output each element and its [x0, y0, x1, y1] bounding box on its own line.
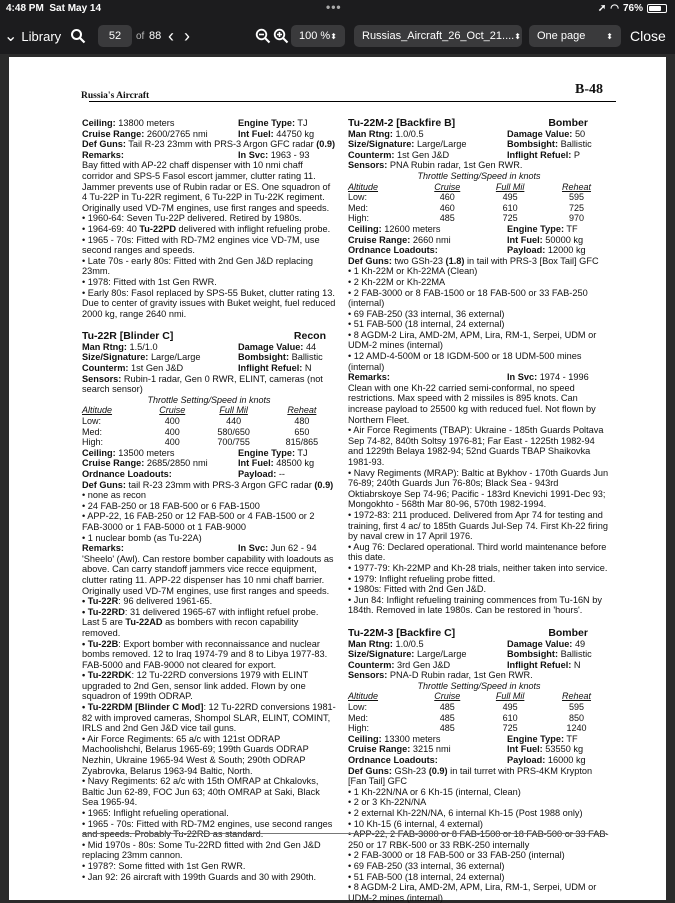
search-icon	[70, 28, 86, 44]
table-row: Med: 460 610 725	[348, 202, 585, 213]
note: • Tu-22RDK: 12 Tu-22RD conversions 1979 with ELINT upgraded to 2nd Gen, sensor link added. Flown by one squadron of 199th ODRAP.	[82, 670, 309, 702]
note: • 1965: Inflight refueling operational.	[82, 808, 229, 818]
note: • 1978?: Some fitted with 1st Gen RWR.	[82, 860, 246, 871]
view-mode-select[interactable]: One page ⬍	[529, 25, 621, 47]
list-item: • 8 AGDM-2 Lira, AMD-2M, APM, Lira, RM-1, Serpei, UDM or UDM-2 mines (internal)	[348, 882, 597, 903]
left-column: Ceiling: 13800 meters Engine Type: TJ Cruise Range: 2600/2765 nmi Int Fuel: 44750 kg Def Guns: Tail R-23 23mm with PRS-3 Argon GFC radar (0.9) Remarks: In Svc: 1963 - 93 Bay fitted with AP-22 chaff dispenser with 10 nmi chaff corridor and SPS-5 Fasol escort jammer, clutter rating 11. Jammer prevents use of Rubin radar or ES. One squadron of 4 Tu-22P in Tu-22R regiment, 6 Tu-22P in Tu-22K regiment. Originally used VD-7M engines, use first ranges and speeds. • 1960-64: Seven Tu-22P delivered. Retired by 1980s. • 1964-69: 40 Tu-22PD delivered with inflight refueling probe. • 1965 - 70s: Fitted with RD-7M2 engines vice VD-7M, use second ranges and speeds. • Late 70s - early 80s: Fitted with 2nd Gen J&D replacing 23mm. • 1978: Fitted with 1st Gen RWR. • Early 80s: Fasol replaced by SPS-55 Buket, clutter rating 13. Due to center of gravity issues with Buket weight, fuel reduced 2000 kg, range 2640 nmi. Tu-22R [Blinder C] Recon Man Rtng: 1.5/1.0 Damage Value: 44 Size/Signature: Large/Large Bombsight: Ballistic Counterm: 1st Gen J&D Inflight Refuel: N Sensors: Rubin-1 radar, Gen 0 RWR, ELINT, cameras (not search sensor) Throttle Setting/Speed in knots Altitude Cruise Full Mil Reheat Low: 400 440 480 Med: 400 580/650 650 High: 400 700/755 815/865 Ceiling: 13500 meters Engine Type: TJ Cruise Range: 2685/2850 nmi Int Fuel: 48500 kg Ordnance Loadouts: Payload: -- Def Guns: tail R-23 23mm with PRS-3 Argon GFC radar (0.9) • none as recon • 24 FAB-250 or 18 FAB-500 or 6 FAB-1500 • APP-22, 16 FAB-250 or 12 FAB-500 or 4 FAB-1500 or 2 FAB-3000 or 1 FAB-5000 ot 1 FAB-9000 • 1 nuclear bomb (as Tu-22A) Remarks: In Svc: Jun 62 - 94 'Sheelo' (Awl). Can restore bomber capability with loadouts as above. Can carry standoff jammers vice recce equipment, clutter rating 11. APP-22 dispenser has 10 nmi chaff barrier. Originally used VD-7M engines, use first ranges and speeds. • Tu-22R: 96 delivered 1961-65. • Tu-22RD: 31 delivered 1965-67 with inflight refuel probe. Last 5 are Tu-22AD as bombers with recon capability removed. • Tu-22B: Export bomber with reconnaissance and nuclear bombs removed. 12 to Iraq 1974-79 and 8 to Libya 1977-83. FAB-5000 and FAB-9000 not cleared for export. • Tu-22RDK: 12 Tu-22RD conversions 1979 with ELINT upgraded to 2nd Gen, sensor link added. Flown by one squadron of 199th ODRAP. • Tu-22RDM [Blinder C Mod]: 12 Tu-22RD conversions 1981-82 with improved cameras, Shompol SLAR, ELINT, COMINT, IRLS and 2nd Gen J&D vice tail guns. • Air Force Regiments: 65 a/c with 121st ODRAP Machoolishchi, Belarus 1965-69; 199th Guards ODRAP Nezhin, Ukraine 1965-94 West & South; 290th ODRAP Zyabrovka, Belarus 1963-94 Baltic, North. • Navy Regiments: 62 a/c with 15th OMRAP at Chkalovks, Baltic Jun 62-89, FOC Jun 63; 40th OMRAP at Saki, Black Sea 1965-94. • 1965: Inflight refueling operational. • 1965 - 70s: Fitted with RD-7M2 engines, use second ranges and speeds. Probably Tu-22RD as standard. • Mid 1970s - 80s: Some Tu-22RD fitted with 2nd Gen J&D replacing 23mm cannon. • 1978?: Some fitted with 1st Gen RWR. • Jan 92: 26 aircraft with 199th Guards and 30 with 290th.	[82, 118, 336, 882]
spec-table: Man Rtng: 1.0/0.5 Damage Value: 50 Size/Signature: Large/Large Bombsight: Ballistic Counterm: 1st Gen J&D Inflight Refuel: P	[348, 128, 592, 160]
list-item: • 1 Kh-22N/NA or 6 Kh-15 (internal, Clean)	[348, 786, 521, 797]
list-item: • 12 AMD-4-500M or 18 IGDM-500 or 18 UDM-500 mines (internal)	[348, 351, 582, 372]
search-button[interactable]	[70, 18, 86, 54]
list-item: • 69 FAB-250 (33 internal, 36 external)	[348, 860, 505, 871]
running-title: Russia's Aircraft	[81, 91, 150, 101]
table-row: High: 400 700/755 815/865	[82, 437, 319, 448]
sensors: Sensors: Rubin-1 radar, Gen 0 RWR, ELINT, cameras (not search sensor)	[82, 373, 323, 395]
note: • Navy Regiments (MRAP): Baltic at Bykhov - 170th Guards Jun 76-89; 240th Guards Jun 76-80s; Black Sea - 943rd Oktiabrskoye Sep 74-96; Pacific - 183rd Knevichi 1991-Dec 93; Mongokhto - 568th Mar 80-96, 570th 1982-1994.	[348, 467, 609, 510]
note: • Air Force Regiments: 65 a/c with 121st ODRAP Machoolishchi, Belarus 1965-69; 199th Guards ODRAP Nezhin, Ukraine 1965-94 West & South; 290th ODRAP Zyabrovka, Belarus 1963-94 Baltic, North.	[82, 733, 309, 776]
updown-icon: ⬍	[606, 31, 613, 41]
page-code: B-48	[575, 82, 603, 97]
list-item: • 1 Kh-22M or Kh-22MA (Clean)	[348, 266, 478, 277]
table-row: High: 485 725 970	[348, 213, 585, 224]
page-number-input[interactable]: 52	[98, 25, 132, 47]
sensors: Sensors: PNA-D Rubin radar, 1st Gen RWR.	[348, 670, 533, 681]
remarks-text: Clean with one Kh-22 carried semi-conformal, no speed restrictions. Max speed with 2 missiles is 895 knots. Can increase payload to 25500 kg with reduced fuel. Not flown by Northern Fleet.	[348, 382, 596, 425]
list-item: • 2 Kh-22M or Kh-22MA	[348, 276, 446, 287]
list-item: • 24 FAB-250 or 18 FAB-500 or 6 FAB-1500	[82, 500, 260, 511]
status-bar	[0, 0, 675, 18]
chevron-left-icon: ‹	[168, 25, 174, 46]
note: • Air Force Regiments (TBAP): Ukraine - 185th Guards Poltava Sep 74-82, 840th Soltsy 1976-81; Far East - 1225th 1982-94 and 1229th Belaya 1982-94; 52nd Guards TBAP Shaikovka 1981-93.	[348, 425, 604, 467]
list-item: • 69 FAB-250 (33 internal, 36 external)	[348, 308, 505, 319]
list-item: • 2 FAB-3000 or 8 FAB-1500 or 18 FAB-500 or 33 FAB-250 (internal)	[348, 287, 588, 309]
def-guns: Def Guns: tail R-23 23mm with PRS-3 Argon GFC radar (0.9)	[82, 479, 334, 490]
note: • Early 80s: Fasol replaced by SPS-55 Buket, clutter rating 13. Due to center of gravity issues with Buket weight, fuel reduced 2000 kg, range 2640 nmi.	[82, 287, 336, 319]
list-item: • 51 FAB-500 (18 internal, 24 external)	[348, 319, 505, 330]
status-time: 4:48 PM Sat May 14	[6, 3, 102, 14]
note: • Navy Regiments: 62 a/c with 15th OMRAP at Chkalovks, Baltic Jun 62-89, FOC Jun 63; 40th OMRAP at Saki, Black Sea 1965-94.	[82, 776, 320, 808]
list-item: • none as recon	[82, 490, 146, 501]
prev-page-button[interactable]	[168, 18, 174, 54]
note: • 1965 - 70s: Fitted with RD-7M2 engines, use second ranges and speeds. Probably Tu-22RD as standard.	[82, 818, 333, 840]
def-guns: Def Guns: Tail R-23 23mm with PRS-3 Argon GFC radar (0.9)	[82, 139, 336, 150]
note: • 1960-64: Seven Tu-22P delivered. Retired by 1980s.	[82, 213, 302, 224]
spec-table: Ceiling: 13500 meters Engine Type: TJ Cruise Range: 2685/2850 nmi Int Fuel: 48500 kg Ordnance Loadouts: Payload: --	[82, 447, 315, 479]
note: • 1965 - 70s: Fitted with RD-7M2 engines vice VD-7M, use second ranges and speeds.	[82, 234, 320, 256]
throttle-table: Altitude Cruise Full Mil Reheat Low: 485 495 595 Med: 485 610 850 High: 485 725 1240	[348, 691, 610, 733]
note: • Tu-22B: Export bomber with reconnaissance and nuclear bombs removed. 12 to Iraq 1974-79 and 8 to Libya 1977-83. FAB-5000 and FAB-9000 not cleared for export.	[82, 638, 328, 670]
note: • 1964-69: 40 Tu-22PD delivered with inflight refueling probe.	[82, 223, 331, 234]
zoom-select[interactable]: 100 % ⬍	[291, 25, 345, 47]
chevron-down-icon: ⌄	[4, 28, 18, 45]
footer-rule	[82, 833, 607, 834]
aircraft-heading: Tu-22M-3 [Backfire C] Bomber	[348, 626, 588, 639]
note: • Tu-22RD: 31 delivered 1965-67 with inflight refuel probe. Last 5 are Tu-22AD as bombers with recon capability removed.	[82, 606, 319, 638]
chevron-right-icon: ›	[184, 25, 190, 46]
note: • Jan 92: 26 aircraft with 199th Guards and 30 with 290th.	[82, 871, 317, 882]
note: • Mid 1970s - 80s: Some Tu-22RD fitted with 2nd Gen J&D replacing 23mm cannon.	[82, 839, 321, 861]
list-item: • 10 Kh-15 (6 internal, 4 external)	[348, 818, 483, 829]
remarks-text: Bay fitted with AP-22 chaff dispenser with 10 nmi chaff corridor and SPS-5 Fasol escort jammer, clutter rating 11. Jammer prevents use of Rubin radar or ES. One squadron of 4 Tu-22P in Tu-22R regiment, 6 Tu-22P in Tu-22K regiment. Originally used VD-7M engines, use first ranges and speeds.	[82, 160, 331, 213]
table-row: Low: 485 495 595	[348, 702, 585, 713]
note: • 1980s: Fitted with 2nd Gen J&D.	[348, 584, 487, 595]
sensors: Sensors: PNA Rubin radar, 1st Gen RWR.	[348, 160, 523, 171]
aircraft-heading: Tu-22R [Blinder C] Recon	[82, 330, 326, 343]
spec-table: Ceiling: 13300 meters Engine Type: TF Cruise Range: 3215 nmi Int Fuel: 53550 kg Ordnance Loadouts: Payload: 16000 kg	[348, 733, 586, 766]
def-guns: Def Guns: GSh-23 (0.9) in tail turret with PRS-4KM Krypton [Fan Tail] GFC	[348, 765, 593, 787]
updown-icon: ⬍	[514, 31, 521, 41]
list-item: • 1 nuclear bomb (as Tu-22A)	[82, 532, 202, 543]
table-row: High: 485 725 1240	[348, 723, 587, 734]
note: • 1979: Inflight refueling probe fitted.	[348, 573, 496, 584]
throttle-title: Throttle Setting/Speed in knots	[147, 394, 271, 405]
location-icon: ➚	[597, 3, 607, 14]
battery-icon	[647, 4, 667, 13]
note: • 1978: Fitted with 1st Gen RWR.	[82, 276, 217, 287]
def-guns: Def Guns: two GSh-23 (1.8) in tail with PRS-3 [Box Tail] GFC	[348, 255, 599, 266]
close-button[interactable]: Close	[630, 28, 666, 44]
updown-icon: ⬍	[330, 31, 337, 41]
next-page-button[interactable]	[184, 18, 190, 54]
right-column: Tu-22M-2 [Backfire B] Bomber Man Rtng: 1.0/0.5 Damage Value: 50 Size/Signature: Large/Large Bombsight: Ballistic Counterm: 1st Gen J&D Inflight Refuel: P Sensors: PNA Rubin radar, 1st Gen RWR. Throttle Setting/Speed in knots Altitude Cruise Full Mil Reheat Low: 460 495 595 Med: 460 610 725 High: 485 725 970 Ceiling: 12600 meters Engine Type: TF Cruise Range: 2660 nmi Int Fuel: 50000 kg Ordnance Loadouts: Payload: 12000 kg Def Guns: two GSh-23 (1.8) in tail with PRS-3 [Box Tail] GFC • 1 Kh-22M or Kh-22MA (Clean) • 2 Kh-22M or Kh-22MA • 2 FAB-3000 or 8 FAB-1500 or 18 FAB-500 or 33 FAB-250 (internal) • 69 FAB-250 (33 internal, 36 external) • 51 FAB-500 (18 internal, 24 external) • 8 AGDM-2 Lira, AMD-2M, APM, Lira, RM-1, Serpei, UDM or UDM-2 mines (internal) • 12 AMD-4-500M or 18 IGDM-500 or 18 UDM-500 mines (internal) Remarks: In Svc: 1974 - 1996 Clean with one Kh-22 carried semi-conformal, no speed restrictions. Max speed with 2 missiles is 895 knots. Can increase payload to 25500 kg with reduced fuel. Not flown by Northern Fleet. • Air Force Regiments (TBAP): Ukraine - 185th Guards Poltava Sep 74-82, 840th Soltsy 1976-81; Far East - 1225th 1982-94 and 1229th Belaya 1982-94; 52nd Guards TBAP Shaikovka 1981-93. • Navy Regiments (MRAP): Baltic at Bykhov - 170th Guards Jun 76-89; 240th Guards Jun 76-80s; Black Sea - 943rd Oktiabrskoye Sep 74-96; Pacific - 183rd Knevichi 1991-Dec 93; Mongokhto - 568th Mar 80-96, 570th 1982-1994. • 1972-83: 211 produced. Delivered from Apr 74 for testing and training, first 4 ac/ to 185th Guards Jul-Sep 74. First Kh-22 firing by naval crew in 17 April 1976. • Aug 76: Declared operational. Third world maintenance before this date. • 1977-79: Kh-22MP and Kh-28 trials, neither taken into service. • 1979: Inflight refueling probe fitted. • 1980s: Fitted with 2nd Gen J&D. • Jun 84: Inflight refueling training commences from Tu-16N by 184th. Removed in late 1980s. Can be restored in 'hours'. Tu-22M-3 [Backfire C] Bomber Man Rtng: 1.0/0.5 Damage Value: 49 Size/Signature: Large/Large Bombsight: Ballistic Counterm: 3rd Gen J&D Inflight Refuel: N Sensors: PNA-D Rubin radar, 1st Gen RWR. Throttle Setting/Speed in knots Altitude Cruise Full Mil Reheat Low: 485 495 595 Med: 485 610 850 High: 485 725 1240 Ceiling: 13300 meters Engine Type: TF Cruise Range: 3215 nmi Int Fuel: 53550 kg Ordnance Loadouts: Payload: 16000 kg Def Guns: GSh-23 (0.9) in tail turret with PRS-4KM Krypton [Fan Tail] GFC • 1 Kh-22N/NA or 6 Kh-15 (internal, Clean) • 2 or 3 Kh-22N/NA • 2 external Kh-22N/NA, 6 internal Kh-15 (Post 1988 only) • 10 Kh-15 (6 internal, 4 external) • APP-22, 2 FAB-3000 or 8 FAB-1500 or 18 FAB-500 or 33 FAB-250 or 17 RBK-500 or 33 RBK-250 internally • 2 FAB-3000 or 18 FAB-500 or 33 FAB-250 (internal) • 69 FAB-250 (33 internal, 36 external) • 51 FAB-500 (18 internal, 24 external) • 8 AGDM-2 Lira, AMD-2M, APM, Lira, RM-1, Serpei, UDM or UDM-2 mines (internal)	[348, 117, 609, 903]
list-item: • 2 FAB-3000 or 18 FAB-500 or 33 FAB-250 (internal)	[348, 850, 565, 861]
list-item: • 2 or 3 Kh-22N/NA	[348, 797, 427, 808]
spec-table: Man Rtng: 1.5/1.0 Damage Value: 44 Size/Signature: Large/Large Bombsight: Ballistic Counterm: 1st Gen J&D Inflight Refuel: N	[82, 341, 323, 374]
library-button[interactable]: ⌄ Library	[4, 28, 62, 45]
note: • 1972-83: 211 produced. Delivered from Apr 74 for testing and training, first 4 ac/ to 185th Guards Jul-Sep 74. First Kh-22 firing by naval crew in 17 April 1976.	[348, 509, 608, 542]
throttle-table: Altitude Cruise Full Mil Reheat Low: 400 440 480 Med: 400 580/650 650 High: 400 700/755 815/865	[82, 405, 336, 447]
list-item: • APP-22, 2 FAB-3000 or 8 FAB-1500 or 18 FAB-500 or 33 FAB-250 or 17 RBK-500 or 33 RBK-250 internally	[348, 829, 609, 850]
document-select[interactable]: Russias_Aircraft_26_Oct_21.... ⬍	[354, 25, 522, 47]
note: • Jun 84: Inflight refueling training commences from Tu-16N by 184th. Removed in late 1980s. Can be restored in 'hours'.	[348, 594, 602, 616]
list-item: • APP-22, 16 FAB-250 or 12 FAB-500 or 4 FAB-1500 or 2 FAB-3000 or 1 FAB-5000 ot 1 FAB-9000	[82, 511, 315, 532]
reader-toolbar	[0, 18, 675, 54]
throttle-table: Altitude Cruise Full Mil Reheat Low: 460 495 595 Med: 460 610 725 High: 485 725 970	[348, 182, 610, 224]
note: • 1977-79: Kh-22MP and Kh-28 trials, neither taken into service.	[348, 562, 608, 573]
spec-table: Ceiling: 13800 meters Engine Type: TJ Cruise Range: 2600/2765 nmi Int Fuel: 44750 kg	[82, 118, 315, 139]
list-item: • 51 FAB-500 (18 internal, 24 external)	[348, 871, 505, 882]
note: • Tu-22RDM [Blinder C Mod]: 12 Tu-22RD conversions 1981-82 with improved cameras, Shompol SLAR, ELINT, COMINT, IRLS and 2nd Gen J&D vice tail guns.	[82, 702, 336, 734]
page-total: 88	[149, 30, 162, 42]
table-row: Med: 485 610 850	[348, 712, 585, 723]
table-row: Low: 400 440 480	[82, 416, 310, 427]
note: • Aug 76: Declared operational. Third world maintenance before this date.	[348, 541, 607, 563]
note: • Tu-22R: 96 delivered 1961-65.	[82, 596, 213, 607]
zoom-in-button[interactable]	[273, 18, 289, 54]
table-row: Med: 400 580/650 650	[82, 426, 310, 437]
throttle-title: Throttle Setting/Speed in knots	[417, 170, 541, 181]
aircraft-heading: Tu-22M-2 [Backfire B] Bomber	[348, 117, 588, 129]
zoom-in-icon	[273, 28, 289, 44]
multitask-dots[interactable]: •••	[326, 0, 342, 14]
spec-table: Man Rtng: 1.0/0.5 Damage Value: 49 Size/Signature: Large/Large Bombsight: Ballistic Counterm: 3rd Gen J&D Inflight Refuel: N	[348, 638, 592, 670]
zoom-out-button[interactable]	[255, 18, 271, 54]
zoom-out-icon	[255, 28, 271, 44]
list-item: • 8 AGDM-2 Lira, AMD-2M, APM, Lira, RM-1, Serpei, UDM or UDM-2 mines (internal)	[348, 329, 597, 351]
status-indicators	[598, 3, 667, 14]
battery-percent: 76%	[622, 3, 643, 14]
table-row: Low: 460 495 595	[348, 192, 585, 203]
throttle-title: Throttle Setting/Speed in knots	[417, 680, 541, 691]
list-item: • 2 external Kh-22N/NA, 6 internal Kh-15 (Post 1988 only)	[348, 808, 583, 818]
note: • Late 70s - early 80s: Fitted with 2nd Gen J&D replacing 23mm.	[82, 255, 313, 277]
wifi-icon: ◠	[610, 3, 619, 14]
document-page	[9, 57, 666, 903]
spec-table: Ceiling: 12600 meters Engine Type: TF Cruise Range: 2660 nmi Int Fuel: 50000 kg Ordnance Loadouts: Payload: 12000 kg	[348, 223, 586, 256]
page-of-label: of	[136, 30, 145, 42]
remarks-text: 'Sheelo' (Awl). Can restore bomber capability with loadouts as above. Can carry standoff jammers vice recce equipment, clutter rating 11. APP-22 dispenser has 10 nmi chaff barrier. Originally used VD-7M engines, use first ranges and speeds.	[82, 553, 334, 596]
header-rule	[89, 101, 616, 102]
